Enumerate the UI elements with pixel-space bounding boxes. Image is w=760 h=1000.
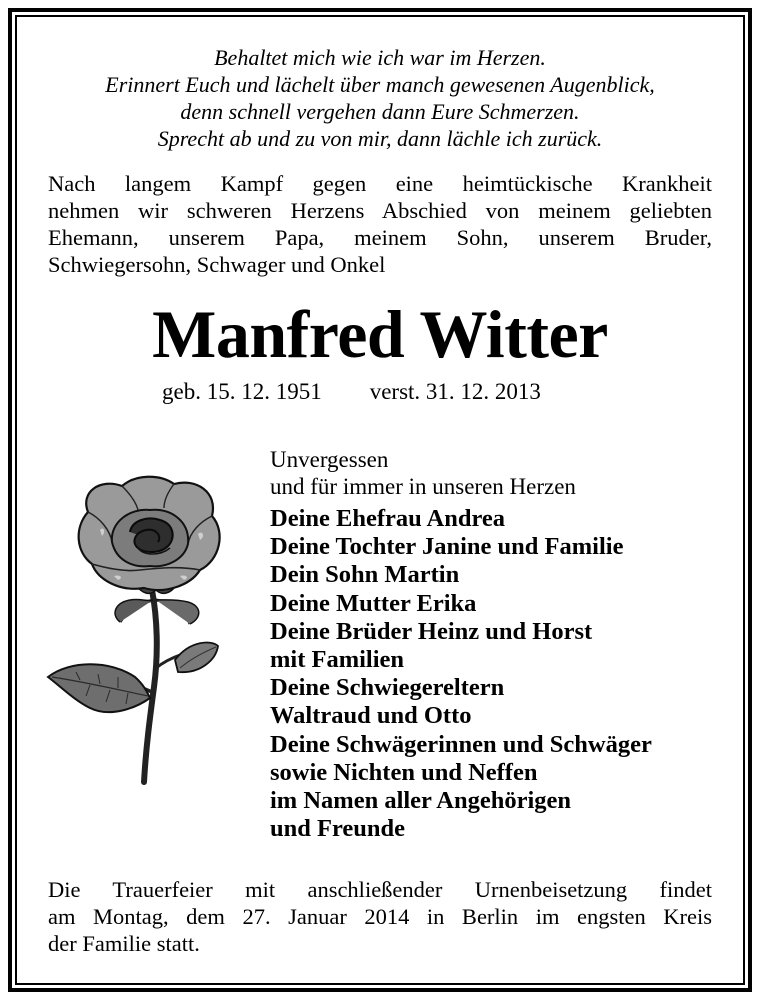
mourner-line: Deine Brüder Heinz und Horst — [270, 617, 593, 645]
deceased-name: Manfred Witter — [152, 296, 608, 372]
remembrance-text — [270, 446, 576, 500]
mourner-line: Deine Schwiegereltern — [270, 674, 505, 702]
poem — [22, 44, 738, 152]
death-date: verst. 31. 12. 2013 — [369, 379, 541, 404]
funeral-service-text — [48, 876, 712, 957]
service-line: Die Trauerfeier mit anschließender Urnenbeisetzung findet — [48, 877, 712, 902]
mourner-line: Deine Schwägerinnen und Schwäger — [270, 730, 652, 758]
mourner-line: sowie Nichten und Neffen — [270, 758, 538, 786]
poem-line: Behaltet mich wie ich war im Herzen. — [214, 45, 546, 70]
birth-date: geb. 15. 12. 1951 — [162, 379, 322, 404]
service-line: der Familie statt. — [48, 931, 200, 956]
mourner-line: Deine Tochter Janine und Familie — [270, 533, 624, 561]
remembrance-line: Unvergessen — [270, 447, 389, 472]
mourner-line: mit Familien — [270, 646, 405, 674]
life-dates — [162, 378, 541, 406]
mourner-line: Deine Ehefrau Andrea — [270, 505, 506, 532]
intro-text — [48, 170, 712, 278]
mourner-line: Deine Mutter Erika — [270, 589, 477, 617]
mourner-line: und Freunde — [270, 815, 406, 843]
mourner-line: Waltraud und Otto — [270, 702, 472, 730]
remembrance-line: und für immer in unseren Herzen — [270, 474, 576, 499]
intro-line: nehmen wir schweren Herzens Abschied von meinem geliebten — [48, 198, 712, 223]
mourner-line: im Namen aller Angehörigen — [270, 787, 572, 815]
intro-line: Schwiegersohn, Schwager und Onkel — [48, 252, 386, 277]
intro-line: Nach langem Kampf gegen eine heimtückische Krankheit — [48, 171, 712, 196]
poem-line: Sprecht ab und zu von mir, dann lächle ich zurück. — [157, 126, 603, 151]
poem-line: Erinnert Euch und lächelt über manch gewesenen Augenblick, — [105, 72, 655, 97]
mourners-list — [270, 505, 652, 843]
rose-icon — [40, 472, 245, 787]
poem-line: denn schnell vergehen dann Eure Schmerzen. — [180, 99, 580, 124]
service-line: am Montag, dem 27. Januar 2014 in Berlin im engsten Kreis — [48, 904, 712, 929]
intro-line: Ehemann, unserem Papa, meinem Sohn, unserem Bruder, — [48, 225, 712, 250]
mourner-line: Dein Sohn Martin — [270, 561, 460, 589]
